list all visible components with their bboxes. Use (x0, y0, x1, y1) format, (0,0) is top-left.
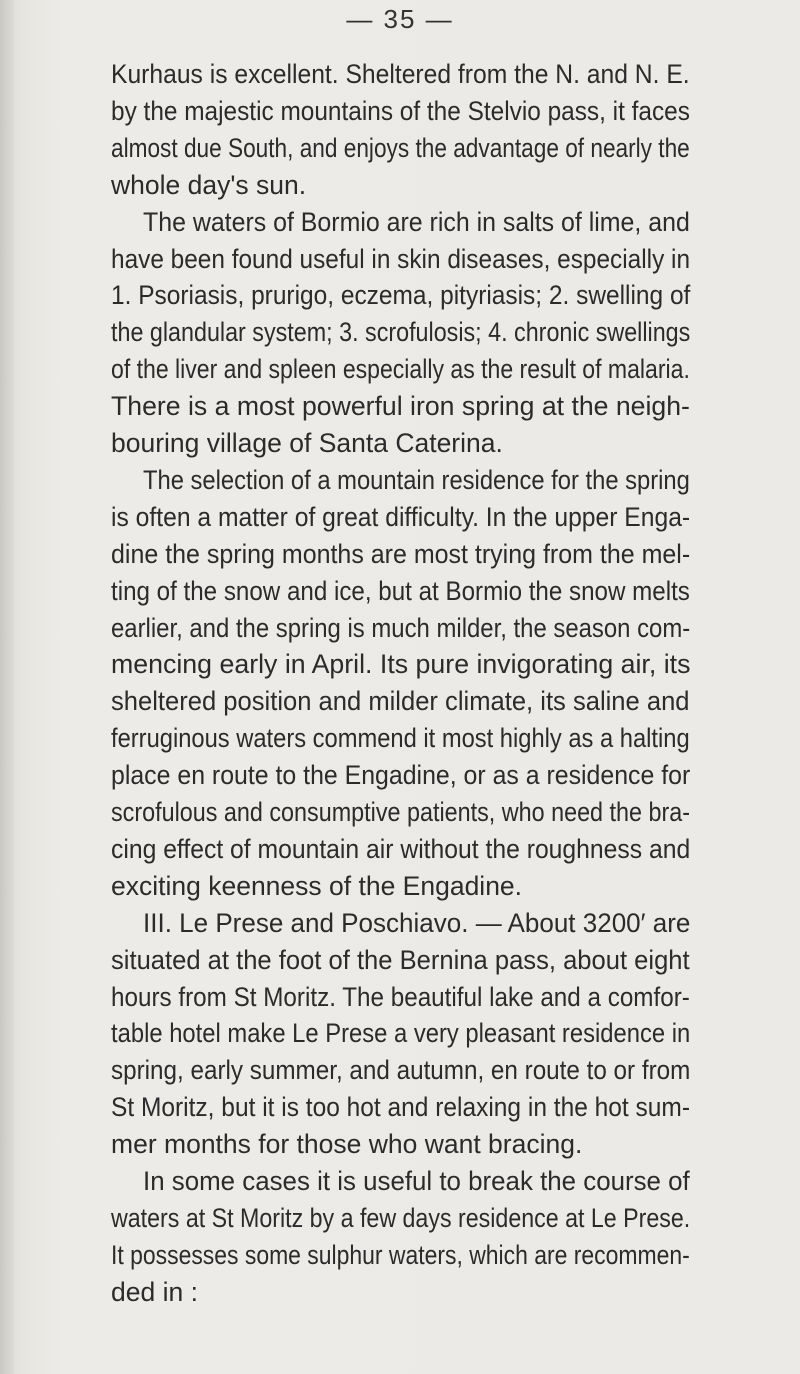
text-line: earlier, and the spring is much milder, the season com- (111, 612, 691, 643)
text-line: In some cases it is useful to break the course of (143, 1166, 690, 1196)
text-line: There is a most powerful iron spring at the neigh- (111, 391, 690, 422)
text-line: spring, early summer, and autumn, en route to or from (111, 1055, 691, 1086)
text-line: bouring village of Santa Caterina. (111, 428, 503, 458)
text-line: It possesses some sulphur waters, which are recommen- (111, 1239, 690, 1270)
text-line: The waters of Bormio are rich in salts of lime, and (143, 206, 690, 237)
text-line: place en route to the Engadine, or as a residence for (111, 760, 691, 791)
text-line: situated at the foot of the Bernina pass, about eight (111, 944, 690, 975)
text-line: ferruginous waters commend it most highly as a halting (111, 723, 690, 754)
text-line: dine the spring months are most trying from the mel- (111, 538, 691, 569)
text-line: mencing early in April. Its pure invigorating air, its (111, 649, 691, 680)
text-line: of the liver and spleen especially as the result of malaria. (111, 354, 690, 385)
text-line: St Moritz, but it is too hot and relaxing in the hot sum- (111, 1092, 690, 1123)
text-line: by the majestic mountains of the Stelvio pass, it faces (111, 95, 690, 126)
text-line: III. Le Prese and Poschiavo. — About 3200′ are (143, 907, 691, 938)
text-line: 1. Psoriasis, prurigo, eczema, pityriasis; 2. swelling of (111, 280, 691, 311)
text-line: table hotel make Le Prese a very pleasant residence in (111, 1018, 691, 1049)
text-line: Kurhaus is excellent. Sheltered from the N. and N. E. (111, 59, 690, 89)
text-line: mer months for those who want bracing. (111, 1129, 583, 1160)
text-line: cing effect of mountain air without the roughness and (111, 833, 691, 864)
text-line: scrofulous and consumptive patients, who need the bra- (111, 797, 691, 827)
text-line: the glandular system; 3. scrofulosis; 4. chronic swellings (111, 317, 691, 348)
text-line: is often a matter of great difficulty. In the upper Enga- (111, 501, 691, 532)
text-line: hours from St Moritz. The beautiful lake and a comfor- (111, 981, 690, 1012)
text-line: exciting keenness of the Engadine. (111, 870, 523, 901)
text-line: whole day's sun. (111, 169, 307, 200)
text-line: ting of the snow and ice, but at Bormio the snow melts (111, 575, 690, 606)
page-gutter (0, 0, 14, 1374)
page-number: — 35 — (346, 4, 454, 34)
text-line: The selection of a mountain residence for the spring (143, 464, 690, 495)
text-line: have been found useful in skin diseases, especially in (111, 243, 691, 274)
text-line: waters at St Moritz by a few days residence at Le Prese. (111, 1202, 691, 1233)
text-line: ded in : (111, 1276, 198, 1307)
text-line: sheltered position and milder climate, its saline and (111, 686, 690, 717)
text-line: almost due South, and enjoys the advantage of nearly the (111, 132, 690, 163)
